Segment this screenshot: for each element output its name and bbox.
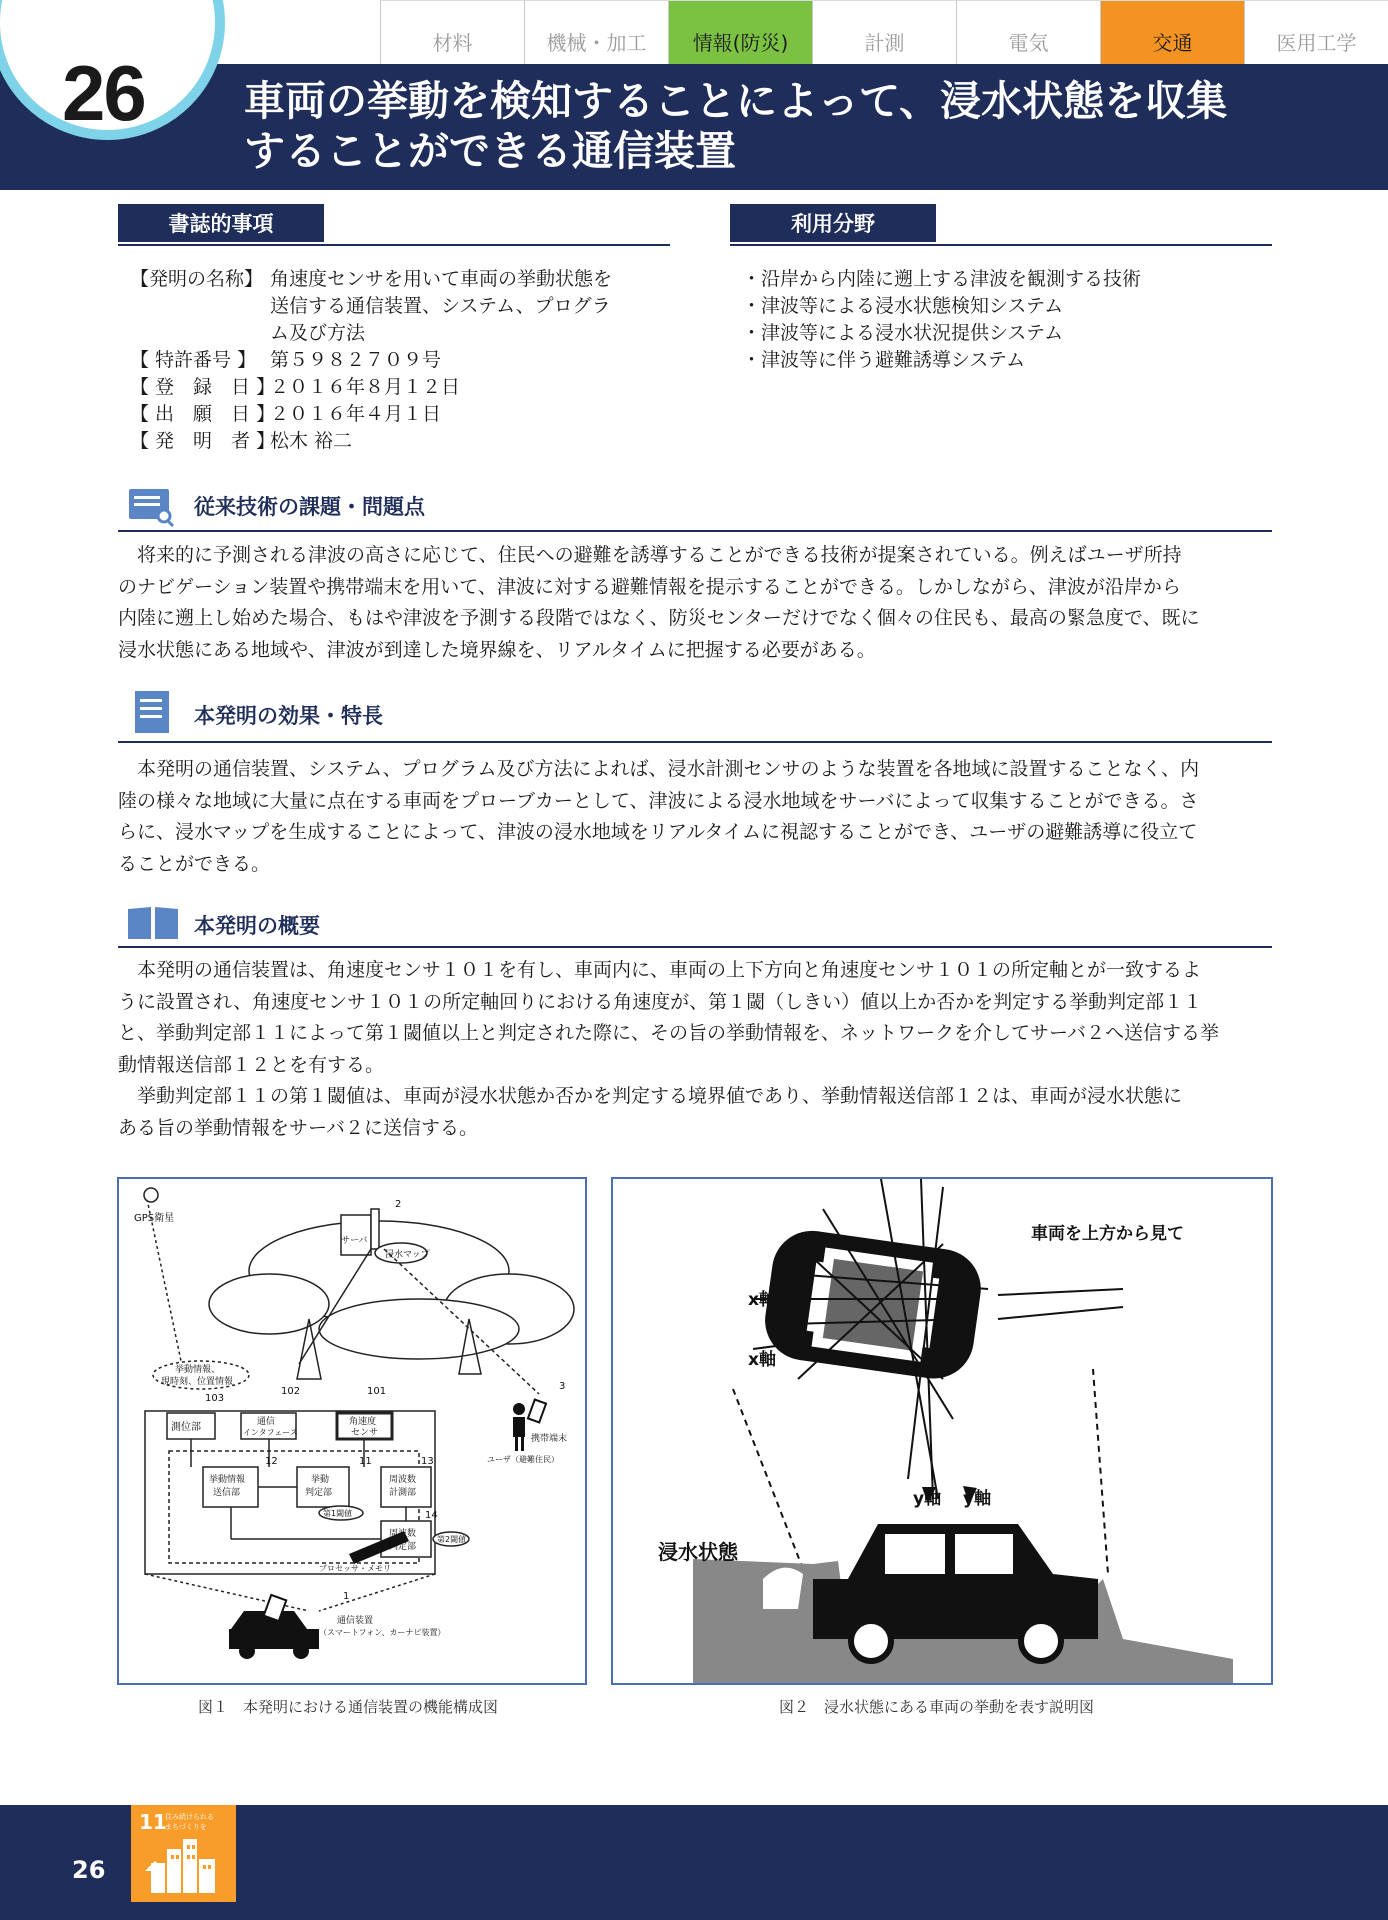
user-icon [513,1403,525,1415]
label-proc: プロセッサ・メモリ [319,1564,391,1573]
tab-machining: 機械・加工 [524,0,668,64]
label-gyro2: センサ [351,1428,379,1438]
label-fm1: 周波数 [389,1475,417,1485]
section-rule [118,741,1272,743]
label-comm1: 通信 [257,1417,276,1427]
label-th1: 第1閾値 [323,1509,353,1518]
biblio-value: 送信する通信装置、システム、プログラ [270,295,611,317]
label-comm2: インタフェース [243,1428,298,1437]
label-flood-state: 浸水状態 [658,1540,738,1564]
figure-1 [117,1177,587,1685]
biblio-label [130,320,270,347]
label-n3: 3 [559,1381,566,1392]
label-send1: 挙動情報 [209,1475,246,1485]
satellite-icon [144,1188,158,1202]
biblio-row [130,374,660,401]
biblio-value: 第５９８２７０９号 [270,349,442,371]
section-rule [118,530,1272,532]
uses-item: ・沿岸から内陸に遡上する津波を観測する技術 [742,268,1142,290]
text-line: 内陸に遡上し始めた場合、もはや津波を予測する段階ではなく、防災センターだけでなく個々の住民も、最高の緊急度で、既に [118,607,1200,629]
text-line: 浸水状態にある地域や、津波が到達した境界線を、リアルタイムに把握する必要がある。 [118,638,876,661]
label-info1: 挙動情報、 [175,1365,221,1375]
sdg-text-1: 住み続けられる [165,1813,214,1821]
tab-measurement: 計測 [812,0,956,64]
text-line: 動情報送信部１２とを有する。 [118,1053,385,1076]
article-number: 26 [62,49,145,137]
biblio-value: ム及び方法 [270,322,366,344]
label-n2: 2 [395,1199,402,1210]
section-effects-title: 本発明の効果・特長 [194,704,383,728]
label-n1: 1 [343,1591,350,1602]
section-problems-title: 従来技術の課題・問題点 [194,495,425,519]
text-line: 本発明の通信装置、システム、プログラム及び方法によれば、浸水計測センサのような装置を各地域に設置することなく、内 [118,758,1200,780]
label-n14: 14 [425,1510,438,1521]
label-judge1: 挙動 [311,1475,330,1485]
label-n12: 12 [265,1456,278,1467]
title-line-2: することができる通信装置 [244,127,736,175]
biblio-row [130,320,660,347]
label-gps: GPS衛星 [134,1213,175,1224]
tab-information: 情報(防災) [668,0,812,64]
tab-electric: 電気 [956,0,1100,64]
magnifier-document-icon [128,485,174,527]
uses-item: ・津波等に伴う避難誘導システム [742,349,1026,371]
text-line: ある旨の挙動情報をサーバ２に送信する。 [118,1116,479,1139]
uses-item: ・津波等による浸水状態検知システム [742,295,1064,317]
text-line: 陸の様々な地域に大量に点在する車両をプローブカーとして、津波による浸水地域をサーバによって収集することができる。さ [118,789,1199,812]
uses-list [742,266,1141,374]
label-user: ユーザ（避難住民） [487,1455,559,1464]
page-title [244,76,1344,176]
text-line: うに設置され、角速度センサ１０１の所定軸回りにおける角速度が、第１閾（しきい）値以上か否かを判定する挙動判定部１１ [118,990,1203,1013]
sdg-city-icon [131,1805,236,1902]
label-server: サーバ [341,1236,368,1246]
label-judge2: 判定部 [305,1488,333,1498]
uses-heading: 利用分野 [730,204,936,242]
label-top-view: 車両を上方から見て [1031,1224,1184,1244]
label-n101: 101 [367,1386,387,1397]
label-x-axis-2: x軸 [748,1350,776,1370]
text-line: 挙動判定部１１の第１閾値は、車両が浸水状態か否かを判定する境界値であり、挙動情報送信部１２は、車両が浸水状態に [118,1085,1183,1107]
footer-page-number: 26 [72,1856,106,1884]
label-y-axis-1: y軸 [913,1489,942,1509]
label-gyro1: 角速度 [349,1417,377,1427]
text-line: らに、浸水マップを生成することによって、津波の浸水地域をリアルタイムに視認することができ、ユーザの避難誘導に役立て [118,821,1198,843]
text-line: ることができる。 [118,852,271,875]
biblio-label: 【 登 録 日 】 [130,376,276,398]
tab-medical: 医用工学 [1244,0,1388,64]
section-effects-text [118,754,1272,880]
sdg-number: 11 [139,1810,167,1834]
biblio-label [130,293,270,320]
label-x-axis-1: x軸 [748,1290,776,1310]
label-fj2: 判定部 [389,1542,417,1552]
biblio-value: ２０１６年８月１２日 [270,376,461,398]
biblio-row [130,401,660,428]
biblio-label: 【 特許番号 】 [130,349,257,371]
biblio-value: 松木 裕二 [270,430,353,452]
category-tabs [380,0,1388,64]
label-dev2: （スマートフォン、カーナビ装置） [319,1628,446,1637]
label-fm2: 計測部 [389,1488,417,1498]
text-line: 将来的に予測される津波の高さに応じて、住民への避難を誘導することができる技術が提案されている。例えばユーザ所持 [118,544,1182,566]
biblio-label: 【 出 願 日 】 [130,403,276,425]
label-pos: 測位部 [171,1422,201,1433]
biblio-heading: 書誌的事項 [118,204,324,242]
biblio-value: 角速度センサを用いて車両の挙動状態を [270,268,613,290]
label-n13: 13 [421,1456,434,1467]
tab-traffic: 交通 [1100,0,1244,64]
label-y-axis-2: y軸 [963,1489,992,1509]
label-info2: 現時刻、位置情報 [161,1377,234,1387]
label-send2: 送信部 [213,1488,241,1498]
uses-rule [730,244,1272,246]
biblio-value: ２０１６年４月１日 [270,403,442,425]
biblio-rule [118,244,670,246]
label-n103: 103 [205,1393,225,1404]
sdg-text-2: まちづくりを [165,1823,207,1831]
tab-materials: 材料 [380,0,524,64]
sdg-goal-11-badge [131,1805,236,1902]
text-line: 本発明の通信装置は、角速度センサ１０１を有し、車両内に、車両の上下方向と角速度センサ１０１の所定軸とが一致するよ [118,959,1202,981]
biblio-row [130,293,660,320]
figure-1-caption: 図１ 本発明における通信装置の機能構成図 [198,1698,499,1716]
label-th2: 第2閾値 [437,1535,467,1544]
label-n102: 102 [281,1386,301,1397]
title-line-1: 車両の挙動を検知することによって、浸水状態を収集 [244,77,1228,125]
label-phone: 携帯端末 [531,1434,568,1444]
biblio-row [130,428,660,455]
biblio-row [130,266,660,293]
label-map: 浸水マップ [385,1250,430,1260]
section-problems-text [118,540,1272,666]
biblio-label: 【 発 明 者 】 [130,430,276,452]
biblio-list [130,266,660,455]
section-overview-text [118,955,1272,1144]
uses-item: ・津波等による浸水状況提供システム [742,322,1064,344]
label-dev1: 通信装置 [337,1616,374,1626]
label-fj1: 周波数 [389,1529,417,1539]
section-overview-title: 本発明の概要 [194,914,320,938]
biblio-label: 【発明の名称】 [130,268,264,290]
figure-2-caption: 図２ 浸水状態にある車両の挙動を表す説明図 [779,1698,1095,1716]
document-icon [134,690,170,734]
figure-2 [611,1177,1273,1685]
text-line: と、挙動判定部１１によって第１閾値以上と判定された際に、その旨の挙動情報を、ネットワークを介してサーバ２へ送信する挙 [118,1022,1220,1044]
page-header [0,0,1388,190]
biblio-row [130,347,660,374]
section-rule [118,946,1272,948]
text-line: のナビゲーション装置や携帯端末を用いて、津波に対する避難情報を提示することができる。しかしながら、津波が沿岸から [118,575,1181,598]
figure-1-diagram [119,1179,585,1683]
label-n11: 11 [359,1456,372,1467]
car-top-view [760,1226,986,1384]
figure-2-diagram [613,1179,1271,1683]
book-icon [126,905,180,941]
